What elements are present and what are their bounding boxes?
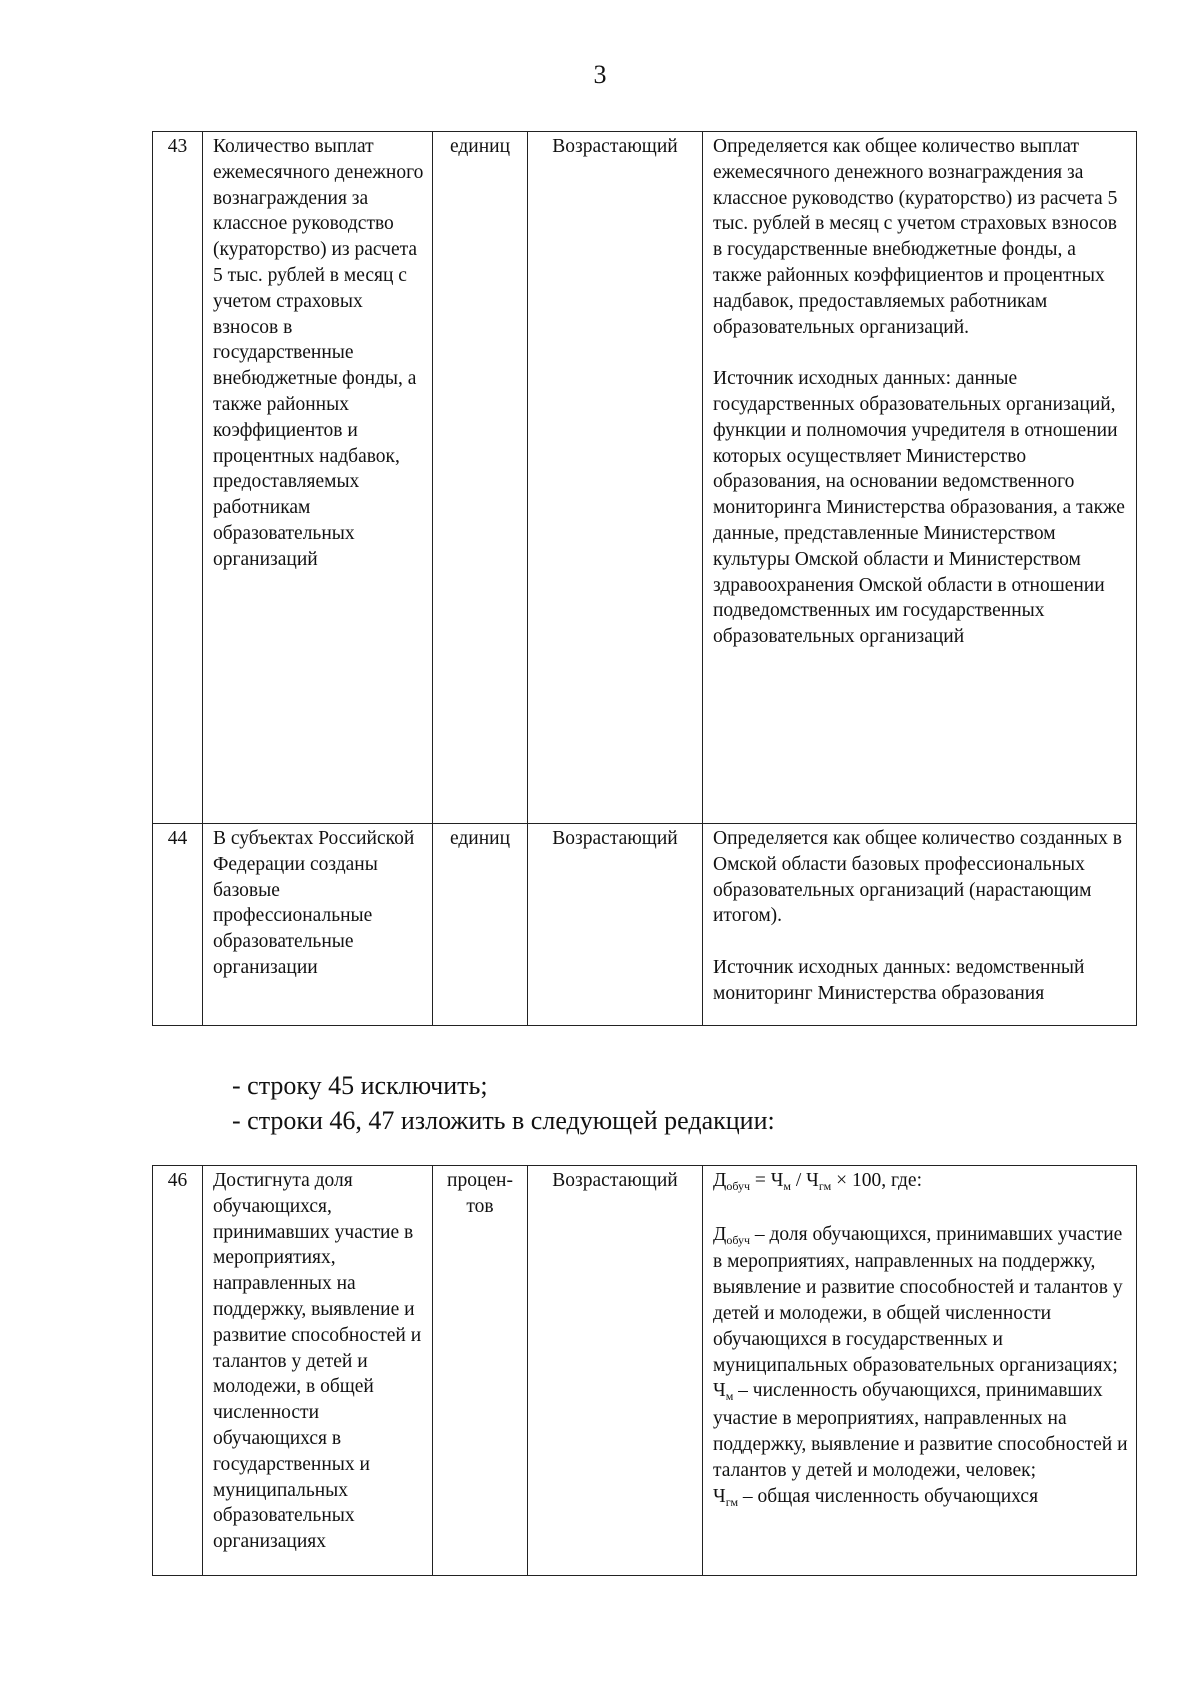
unit-of-measure: единиц (433, 132, 528, 824)
paragraph-gap (713, 929, 1128, 955)
trend-direction: Возрастающий (528, 1166, 703, 1576)
instruction-line: - строки 46, 47 изложить в следующей редакции: (232, 1106, 775, 1135)
method-paragraph: Определяется как общее количество выплат ежемесячного денежного вознаграждения за классное руководство (кураторство) из расчета 5 тыс. рублей в месяц с учетом страховых взносов в государственные внебюджетные фонды, а также районных коэффициентов и процентных надбавок, предоставляемых работникам образовательных организаций. (713, 136, 1118, 338)
indicator-table-top (152, 131, 1137, 1026)
instruction-line: - строку 45 исключить; (232, 1071, 488, 1100)
formula-subscript: м (783, 1179, 792, 1193)
definition (713, 1378, 1128, 1483)
trend-direction: Возрастающий (528, 132, 703, 824)
indicator-name: В субъектах Российской Федерации созданы базовые профессиональные образовательные организации (203, 824, 433, 1026)
row-number: 43 (153, 132, 203, 824)
table-row (153, 1166, 1137, 1576)
formula-subscript: обуч (726, 1179, 750, 1193)
paragraph-gap (713, 1196, 1128, 1222)
indicator-name: Количество выплат ежемесячного денежного вознаграждения за классное руководство (кураторство) из расчета 5 тыс. рублей в месяц с учетом страховых взносов в государственные внебюджетные фонды, а также районных коэффициентов и процентных надбавок, предоставляемых работникам образовательных организаций (203, 132, 433, 824)
definition-symbol: Ч (713, 1485, 726, 1507)
definition-text: – численность обучающихся, принимавших участие в мероприятиях, направленных на поддержку, выявление и развитие способностей и талантов у детей и молодежи, человек; (713, 1380, 1128, 1481)
formula (713, 1168, 1128, 1196)
method-paragraph: Определяется как общее количество созданных в Омской области базовых профессиональных образовательных организаций (нарастающим итогом). (713, 828, 1123, 927)
table-row (153, 824, 1137, 1026)
calculation-method (703, 1166, 1137, 1576)
calculation-method (703, 132, 1137, 824)
formula-part: / Ч (791, 1170, 819, 1191)
indicator-name: Достигнута доля обучающихся, принимавших участие в мероприятиях, направленных на поддержку, выявление и развитие способностей и талантов у детей и молодежи, в общей численности обучающихся в государственных и муниципальных образовательных организациях (203, 1166, 433, 1576)
definition-subscript: обуч (726, 1232, 750, 1247)
trend-direction: Возрастающий (528, 824, 703, 1026)
page-number: 3 (593, 60, 607, 89)
definition-symbol: Д (713, 1223, 727, 1245)
data-source-paragraph: Источник исходных данных: ведомственный мониторинг Министерства образования (713, 956, 1085, 1004)
definition-symbol: Ч (713, 1380, 726, 1402)
definition-subscript: гм (725, 1494, 739, 1509)
formula-subscript: гм (818, 1179, 832, 1193)
formula-symbol: Д (713, 1170, 727, 1191)
calculation-method (703, 824, 1137, 1026)
definition-text: – доля обучающихся, принимавших участие в мероприятиях, направленных на поддержку, выявление и развитие способностей и талантов у детей и молодежи, в общей численности обучающихся в государственных и муниципальных образовательных организациях; (713, 1223, 1123, 1376)
indicator-table-bottom (152, 1165, 1137, 1576)
definition (713, 1222, 1128, 1379)
data-source-paragraph: Источник исходных данных: данные государственных образовательных организаций, функции и полномочия учредителя в отношении которых осуществляет Министерство образования, на основании ведомственного мониторинга Министерства образования, а также данные, представленные Министерством культуры Омской области и Министерством здравоохранения Омской области в отношении подведомственных им государственных образовательных организаций (713, 368, 1125, 648)
unit-line: тов (466, 1195, 494, 1217)
unit-of-measure: единиц (433, 824, 528, 1026)
definition-text: – общая численность обучающихся (738, 1485, 1039, 1507)
amendment-instructions (232, 1068, 775, 1138)
unit-line: процен- (447, 1170, 513, 1191)
table-row (153, 132, 1137, 824)
formula-part: × 100, где: (831, 1170, 922, 1191)
unit-of-measure (433, 1166, 528, 1576)
row-number: 44 (153, 824, 203, 1026)
row-number: 46 (153, 1166, 203, 1576)
formula-part: = Ч (750, 1170, 784, 1191)
definition-subscript: м (725, 1389, 734, 1404)
paragraph-gap (713, 340, 1128, 366)
definition (713, 1484, 1128, 1512)
